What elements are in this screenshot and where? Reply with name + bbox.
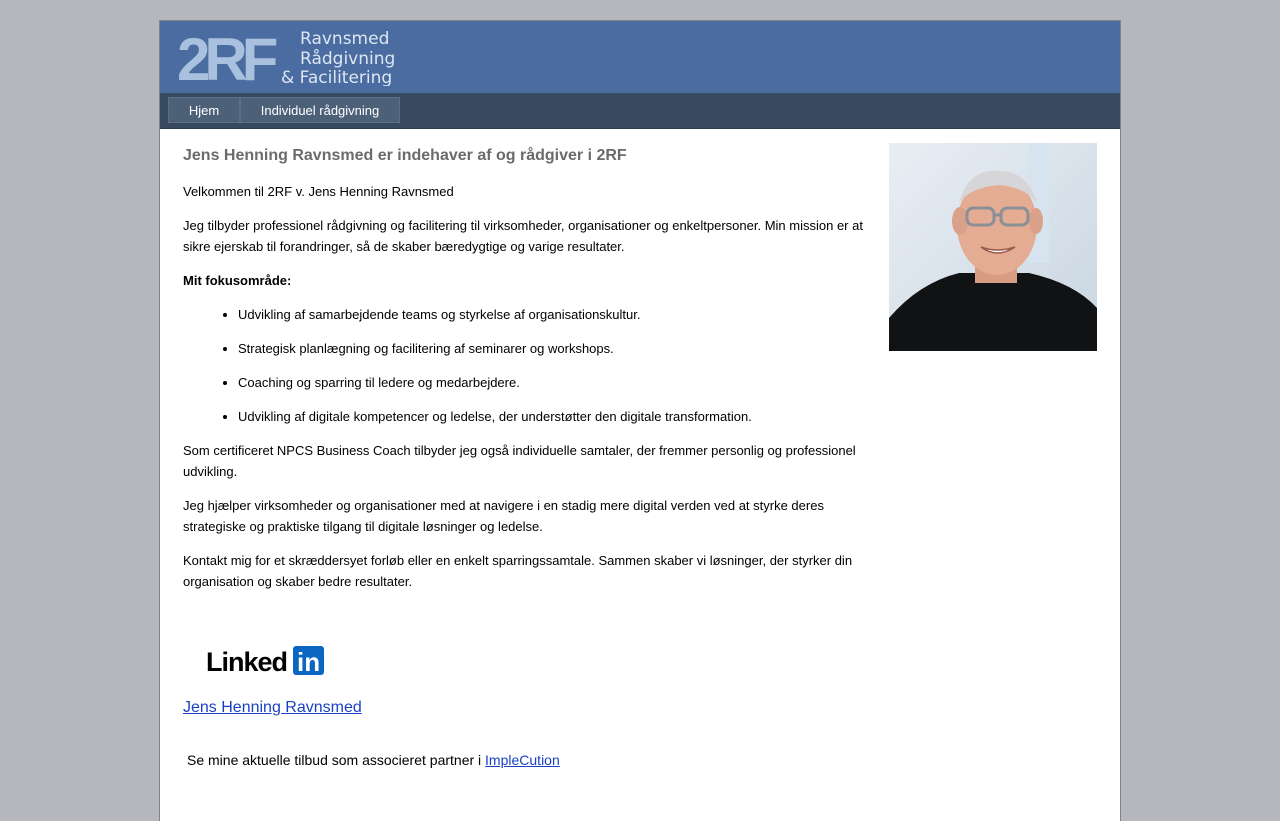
focus-list-item: • Coaching og sparring til ledere og medarbejdere. (238, 372, 873, 393)
mission-paragraph: Jeg tilbyder professionel rådgivning og facilitering til virksomheder, organisationer og enkeltpersoner. Min mission er at sikre ejerskab til forandringer, så de skaber bæredygtige og varige resultater. (183, 218, 863, 254)
nav-item-hjem[interactable]: Hjem (168, 97, 240, 123)
coach-paragraph: Som certificeret NPCS Business Coach tilbyder jeg også individuelle samtaler, der fremmer personlig og professionel udvikling. (183, 443, 856, 479)
focus-list-item: • Udvikling af samarbejdende teams og styrkelse af organisationskultur. (238, 304, 873, 325)
site-header (160, 21, 1120, 93)
logo-mark: 2RF (177, 28, 273, 86)
linkedin-logo[interactable] (206, 645, 328, 679)
nav-item-individuel-raadgivning[interactable]: Individuel rådgivning (240, 97, 400, 123)
page-title: Jens Henning Ravnsmed er indehaver af og rådgiver i 2RF (183, 147, 627, 164)
logo-line-3: & Facilitering (281, 68, 393, 86)
logo-line-1: Ravnsmed (300, 29, 390, 49)
intro-paragraph: Velkommen til 2RF v. Jens Henning Ravnsmed (183, 184, 454, 199)
focus-list (183, 304, 873, 427)
main-navigation (160, 93, 1120, 129)
company-logo[interactable] (177, 28, 399, 86)
implecution-link[interactable]: ImpleCution (485, 752, 560, 768)
partner-text: Se mine aktuelle tilbud som associeret partner i (187, 752, 486, 768)
main-content (183, 129, 873, 605)
portrait-photo (889, 143, 1097, 351)
focus-list-item: • Strategisk planlægning og facilitering af seminarer og workshops. (238, 338, 873, 359)
page-container (159, 20, 1121, 821)
digital-paragraph: Jeg hjælper virksomheder og organisationer med at navigere i en stadig mere digital verden ved at styrke deres strategiske og praktiske tilgang til digitale løsninger og ledelse. (183, 498, 824, 534)
linkedin-profile-link[interactable]: Jens Henning Ravnsmed (183, 699, 362, 716)
focus-heading: Mit fokusområde: (183, 273, 292, 288)
contact-paragraph: Kontakt mig for et skræddersyet forløb eller en enkelt sparringssamtale. Sammen skaber vi løsninger, der styrker din organisation og skaber bedre resultater. (183, 553, 853, 589)
linkedin-logo-word: Linked (206, 647, 288, 677)
focus-list-item: • Udvikling af digitale kompetencer og ledelse, der understøtter den digitale transformation. (238, 406, 873, 427)
linkedin-logo-in: in (297, 647, 321, 677)
logo-line-2: Rådgivning (300, 49, 396, 69)
partner-line (187, 752, 560, 768)
